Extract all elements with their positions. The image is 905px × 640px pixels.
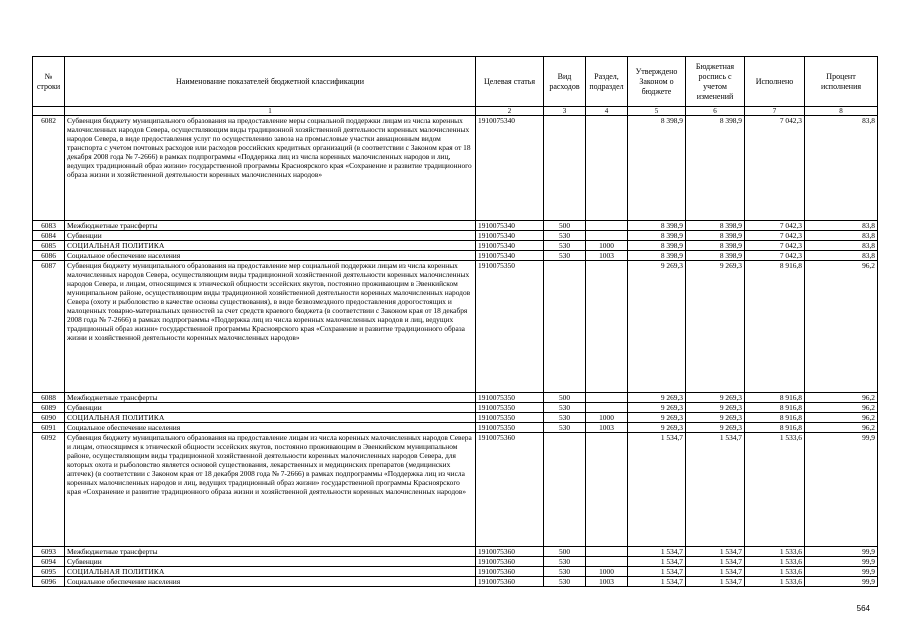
row-section: [586, 116, 628, 221]
row-approved: 9 269,3: [628, 413, 686, 423]
row-number: 6088: [33, 393, 65, 403]
row-number: 6087: [33, 261, 65, 393]
row-executed: 7 042,3: [745, 116, 805, 221]
page-number: 564: [856, 604, 870, 613]
row-percent: 99,9: [805, 567, 878, 577]
row-expense-type: [544, 261, 586, 393]
row-number: 6096: [33, 577, 65, 587]
row-approved: 9 269,3: [628, 261, 686, 393]
row-approved: 8 398,9: [628, 251, 686, 261]
header-name: Наименование показателей бюджетной классификации: [65, 57, 476, 107]
table-row: [33, 567, 878, 577]
row-name: Социальное обеспечение населения: [65, 423, 476, 433]
row-budget: 9 269,3: [686, 403, 745, 413]
row-name: Социальное обеспечение населения: [65, 577, 476, 587]
row-approved: 9 269,3: [628, 423, 686, 433]
row-executed: 8 916,8: [745, 403, 805, 413]
row-name: СОЦИАЛЬНАЯ ПОЛИТИКА: [65, 567, 476, 577]
row-expense-type: 530: [544, 557, 586, 567]
row-executed: 8 916,8: [745, 393, 805, 403]
row-approved: 1 534,7: [628, 547, 686, 557]
row-name: Социальное обеспечение населения: [65, 251, 476, 261]
row-section: 1000: [586, 413, 628, 423]
row-budget: 1 534,7: [686, 547, 745, 557]
row-budget: 8 398,9: [686, 231, 745, 241]
row-executed: 7 042,3: [745, 241, 805, 251]
row-target: 1910075350: [476, 423, 544, 433]
row-approved: 1 534,7: [628, 557, 686, 567]
row-target: 1910075350: [476, 403, 544, 413]
row-section: 1003: [586, 577, 628, 587]
row-expense-type: 530: [544, 413, 586, 423]
table-row: [33, 423, 878, 433]
row-expense-type: 530: [544, 251, 586, 261]
column-number: 8: [805, 107, 878, 116]
table-row: [33, 221, 878, 231]
row-expense-type: [544, 116, 586, 221]
row-budget: 8 398,9: [686, 116, 745, 221]
header-executed: Исполнено: [745, 57, 805, 107]
row-name: Межбюджетные трансферты: [65, 221, 476, 231]
row-number: 6084: [33, 231, 65, 241]
row-approved: 1 534,7: [628, 577, 686, 587]
row-budget: 9 269,3: [686, 423, 745, 433]
row-number: 6086: [33, 251, 65, 261]
table-row: [33, 261, 878, 393]
row-percent: 96,2: [805, 423, 878, 433]
row-percent: 83,8: [805, 251, 878, 261]
row-approved: 1 534,7: [628, 433, 686, 547]
row-budget: 9 269,3: [686, 413, 745, 423]
row-section: [586, 433, 628, 547]
row-approved: 9 269,3: [628, 393, 686, 403]
row-executed: 1 533,6: [745, 547, 805, 557]
row-section: [586, 403, 628, 413]
header-row: [33, 57, 878, 107]
row-percent: 96,2: [805, 413, 878, 423]
row-budget: 8 398,9: [686, 241, 745, 251]
row-section: 1000: [586, 241, 628, 251]
column-number: 7: [745, 107, 805, 116]
row-percent: 99,9: [805, 557, 878, 567]
column-number: 3: [544, 107, 586, 116]
row-executed: 8 916,8: [745, 261, 805, 393]
row-percent: 99,9: [805, 433, 878, 547]
table-row: [33, 547, 878, 557]
row-target: 1910075350: [476, 413, 544, 423]
row-executed: 8 916,8: [745, 413, 805, 423]
row-executed: 1 533,6: [745, 557, 805, 567]
row-executed: 7 042,3: [745, 221, 805, 231]
column-number: 5: [628, 107, 686, 116]
header-target: Целевая статья: [476, 57, 544, 107]
row-target: 1910075340: [476, 221, 544, 231]
table-row: [33, 231, 878, 241]
row-section: [586, 393, 628, 403]
row-name: СОЦИАЛЬНАЯ ПОЛИТИКА: [65, 413, 476, 423]
row-number: 6094: [33, 557, 65, 567]
row-budget: 9 269,3: [686, 261, 745, 393]
row-section: 1000: [586, 567, 628, 577]
column-number: 4: [586, 107, 628, 116]
row-number: 6092: [33, 433, 65, 547]
row-name: Субвенции: [65, 403, 476, 413]
row-number: 6095: [33, 567, 65, 577]
table-row: [33, 433, 878, 547]
column-number: 6: [686, 107, 745, 116]
row-expense-type: [544, 433, 586, 547]
row-approved: 8 398,9: [628, 116, 686, 221]
column-number-row: [33, 107, 878, 116]
row-approved: 8 398,9: [628, 221, 686, 231]
row-approved: 9 269,3: [628, 403, 686, 413]
row-expense-type: 530: [544, 423, 586, 433]
row-executed: 7 042,3: [745, 231, 805, 241]
row-expense-type: 530: [544, 231, 586, 241]
row-number: 6085: [33, 241, 65, 251]
row-number: 6089: [33, 403, 65, 413]
table-row: [33, 577, 878, 587]
row-section: 1003: [586, 423, 628, 433]
row-executed: 7 042,3: [745, 251, 805, 261]
row-budget: 8 398,9: [686, 251, 745, 261]
table-row: [33, 413, 878, 423]
row-percent: 83,8: [805, 241, 878, 251]
row-target: 1910075340: [476, 231, 544, 241]
table-row: [33, 557, 878, 567]
row-name: Межбюджетные трансферты: [65, 393, 476, 403]
row-expense-type: 530: [544, 577, 586, 587]
header-expense-type: Вид расходов: [544, 57, 586, 107]
row-section: 1003: [586, 251, 628, 261]
row-target: 1910075360: [476, 577, 544, 587]
row-section: [586, 547, 628, 557]
row-executed: 1 533,6: [745, 567, 805, 577]
row-target: 1910075340: [476, 251, 544, 261]
row-target: 1910075360: [476, 557, 544, 567]
row-executed: 8 916,8: [745, 423, 805, 433]
row-percent: 96,2: [805, 393, 878, 403]
row-expense-type: 500: [544, 393, 586, 403]
header-approved: Утверждено Законом о бюджете: [628, 57, 686, 107]
row-number: 6083: [33, 221, 65, 231]
row-section: [586, 557, 628, 567]
row-expense-type: 530: [544, 567, 586, 577]
row-percent: 96,2: [805, 403, 878, 413]
row-number: 6091: [33, 423, 65, 433]
row-budget: 1 534,7: [686, 433, 745, 547]
row-percent: 96,2: [805, 261, 878, 393]
row-target: 1910075360: [476, 433, 544, 547]
table-row: [33, 393, 878, 403]
row-number: 6082: [33, 116, 65, 221]
table-row: [33, 116, 878, 221]
row-approved: 1 534,7: [628, 567, 686, 577]
row-expense-type: 530: [544, 403, 586, 413]
row-name: Субвенции: [65, 231, 476, 241]
row-target: 1910075360: [476, 547, 544, 557]
row-name: Субвенция бюджету муниципального образования на предоставление мер социальной поддержки лицам из числа коренных малочисленных народов Севера, осуществляющим виды традиционной хозяйственной деятельности коренных малочисленных народов Севера, и лицам, относящимся к этнической общности эссейских якутов, постоянно проживающим в Эвенкийском муниципальном районе, осуществляющим виды традиционной хозяйственной деятельности коренных малочисленных народов Севера (охоту и рыболовство в качестве основы существования), в виде безвозмездного предоставления дорогостоящих и малоценных товарно-материальных ценностей за счет средств краевого бюджета (в соответствии с Законом края от 18 декабря 2008 года № 7-2666) в рамках подпрограммы «Поддержка лиц из числа коренных малочисленных народов и лиц, ведущих традиционный образ жизни» государственной программы Красноярского края «Сохранение и развитие традиционного образа жизни и хозяйственной деятельности коренных малочисленных народов»: [65, 261, 476, 393]
row-percent: 99,9: [805, 577, 878, 587]
table-row: [33, 251, 878, 261]
row-percent: 99,9: [805, 547, 878, 557]
row-expense-type: 500: [544, 547, 586, 557]
row-executed: 1 533,6: [745, 577, 805, 587]
row-budget: 1 534,7: [686, 577, 745, 587]
budget-table: [32, 56, 878, 587]
row-percent: 83,8: [805, 231, 878, 241]
row-section: [586, 221, 628, 231]
header-section: Раздел, подраздел: [586, 57, 628, 107]
column-number-blank: [33, 107, 65, 116]
row-number: 6093: [33, 547, 65, 557]
column-number: 1: [65, 107, 476, 116]
table-row: [33, 403, 878, 413]
header-row-no: № строки: [33, 57, 65, 107]
row-target: 1910075360: [476, 567, 544, 577]
row-target: 1910075350: [476, 261, 544, 393]
row-name: Межбюджетные трансферты: [65, 547, 476, 557]
table-row: [33, 241, 878, 251]
row-percent: 83,8: [805, 116, 878, 221]
row-number: 6090: [33, 413, 65, 423]
row-target: 1910075340: [476, 116, 544, 221]
row-name: Субвенции: [65, 557, 476, 567]
row-budget: 9 269,3: [686, 393, 745, 403]
row-executed: 1 533,6: [745, 433, 805, 547]
row-approved: 8 398,9: [628, 241, 686, 251]
header-budget-list: Бюджетная роспись с учетом изменений: [686, 57, 745, 107]
row-budget: 1 534,7: [686, 567, 745, 577]
row-target: 1910075340: [476, 241, 544, 251]
row-section: [586, 231, 628, 241]
row-budget: 1 534,7: [686, 557, 745, 567]
row-percent: 83,8: [805, 221, 878, 231]
row-section: [586, 261, 628, 393]
row-budget: 8 398,9: [686, 221, 745, 231]
row-target: 1910075350: [476, 393, 544, 403]
row-expense-type: 530: [544, 241, 586, 251]
row-expense-type: 500: [544, 221, 586, 231]
row-name: Субвенция бюджету муниципального образования на предоставление меры социальной поддержки лицам из числа коренных малочисленных народов Севера, осуществляющим виды традиционной хозяйственной деятельности коренных малочисленных народов Севера, в виде предоставления услуг по осуществлению завоза на промысловые участки авиационным видом транспорта с учетом почтовых расходов или расходов российских кредитных организаций (в соответствии с Законом края от 18 декабря 2008 года № 7-2666) в рамках подпрограммы «Поддержка лиц из числа коренных малочисленных народов и лиц, ведущих традиционный образ жизни» государственной программы Красноярского края «Сохранение и развитие традиционного образа жизни и хозяйственной деятельности коренных малочисленных народов»: [65, 116, 476, 221]
column-number: 2: [476, 107, 544, 116]
row-name: СОЦИАЛЬНАЯ ПОЛИТИКА: [65, 241, 476, 251]
row-approved: 8 398,9: [628, 231, 686, 241]
header-percent: Процент исполнения: [805, 57, 878, 107]
row-name: Субвенция бюджету муниципального образования на предоставление лицам из числа коренных малочисленных народов Севера и лицам, относящимся к этнической общности эссейских якутов, постоянно проживающим в Эвенкийском муниципальном районе, осуществляющим виды традиционной хозяйственной деятельности коренных малочисленных народов Севера, для которых охота и рыболовство является основой существования, лекарственных и медицинских препаратов (медицинских аптечек) (в соответствии с Законом края от 18 декабря 2008 года № 7-2666) в рамках подпрограммы «Поддержка лиц из числа коренных малочисленных народов и лиц, ведущих традиционный образ жизни» государственной программы Красноярского края «Сохранение и развитие традиционного образа жизни и хозяйственной деятельности коренных малочисленных народов»: [65, 433, 476, 547]
